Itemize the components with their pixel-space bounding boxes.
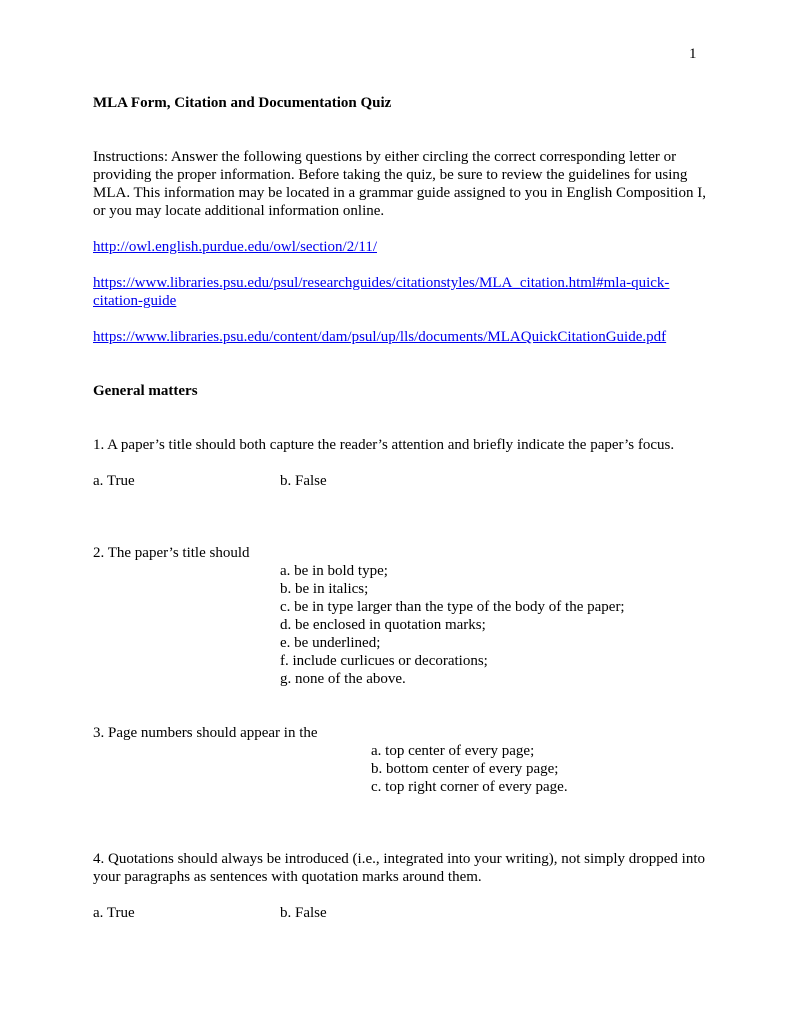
link-psu-quick-guide-pdf[interactable]: https://www.libraries.psu.edu/content/dam/psul/up/lls/documents/MLAQuickCitationGuide.pdf xyxy=(93,329,667,345)
question-2-option-f[interactable]: f. include curlicues or decorations; xyxy=(280,653,488,669)
question-3-option-a[interactable]: a. top center of every page; xyxy=(371,743,535,759)
question-2-prompt: 2. The paper’s title should xyxy=(93,545,250,561)
question-2-option-d[interactable]: d. be enclosed in quotation marks; xyxy=(280,617,486,633)
question-4-prompt: 4. Quotations should always be introduced (i.e., integrated into your writing), not simply dropped into your paragraphs as sentences with quotation marks around them. xyxy=(93,851,705,885)
question-2-option-g[interactable]: g. none of the above. xyxy=(280,671,406,687)
instructions-paragraph: Instructions: Answer the following questions by either circling the correct corresponding letter or providing the proper information. Before taking the quiz, be sure to review the guidelines for using MLA. This information may be located in a grammar guide assigned to you in English Composition I, or you may locate additional information online. xyxy=(93,149,706,219)
spacer xyxy=(93,688,713,724)
link-psu-quick-guide-block xyxy=(93,328,713,346)
section-heading-general-matters: General matters xyxy=(93,383,198,399)
question-2-option-c[interactable]: c. be in type larger than the type of the body of the paper; xyxy=(280,599,625,615)
link-owl-purdue[interactable]: http://owl.english.purdue.edu/owl/section/2/11/ xyxy=(93,239,377,255)
question-2-option-e[interactable]: e. be underlined; xyxy=(280,635,381,651)
question-4-option-false[interactable]: b. False xyxy=(280,905,327,921)
link-psu-mla-citation[interactable]: https://www.libraries.psu.edu/psul/researchguides/citationstyles/MLA_citation.html#mla-quick- xyxy=(93,275,670,291)
question-4-option-true[interactable]: a. True xyxy=(93,905,135,921)
question-1-option-true[interactable]: a. True xyxy=(93,473,135,489)
question-3-option-c[interactable]: c. top right corner of every page. xyxy=(371,779,568,795)
spacer xyxy=(93,796,713,850)
question-3-options xyxy=(371,742,713,796)
question-3-option-b[interactable]: b. bottom center of every page; xyxy=(371,761,559,777)
question-2-option-b[interactable]: b. be in italics; xyxy=(280,581,369,597)
question-1-options xyxy=(93,472,713,490)
question-2-options xyxy=(280,562,713,688)
link-psu-mla-citation-continued[interactable]: citation-guide xyxy=(93,293,177,309)
quiz-title: MLA Form, Citation and Documentation Quiz xyxy=(93,95,392,111)
spacer xyxy=(93,490,713,544)
page-number: 1 xyxy=(689,46,697,62)
question-1-option-false[interactable]: b. False xyxy=(280,473,327,489)
document-body xyxy=(93,94,713,922)
question-1-prompt: 1. A paper’s title should both capture the reader’s attention and briefly indicate the paper’s focus. xyxy=(93,437,675,453)
question-3-prompt: 3. Page numbers should appear in the xyxy=(93,725,318,741)
question-2-option-a[interactable]: a. be in bold type; xyxy=(280,563,388,579)
question-4-options xyxy=(93,904,713,922)
link-owl-purdue-block xyxy=(93,238,713,256)
link-psu-mla-citation-block xyxy=(93,274,713,310)
